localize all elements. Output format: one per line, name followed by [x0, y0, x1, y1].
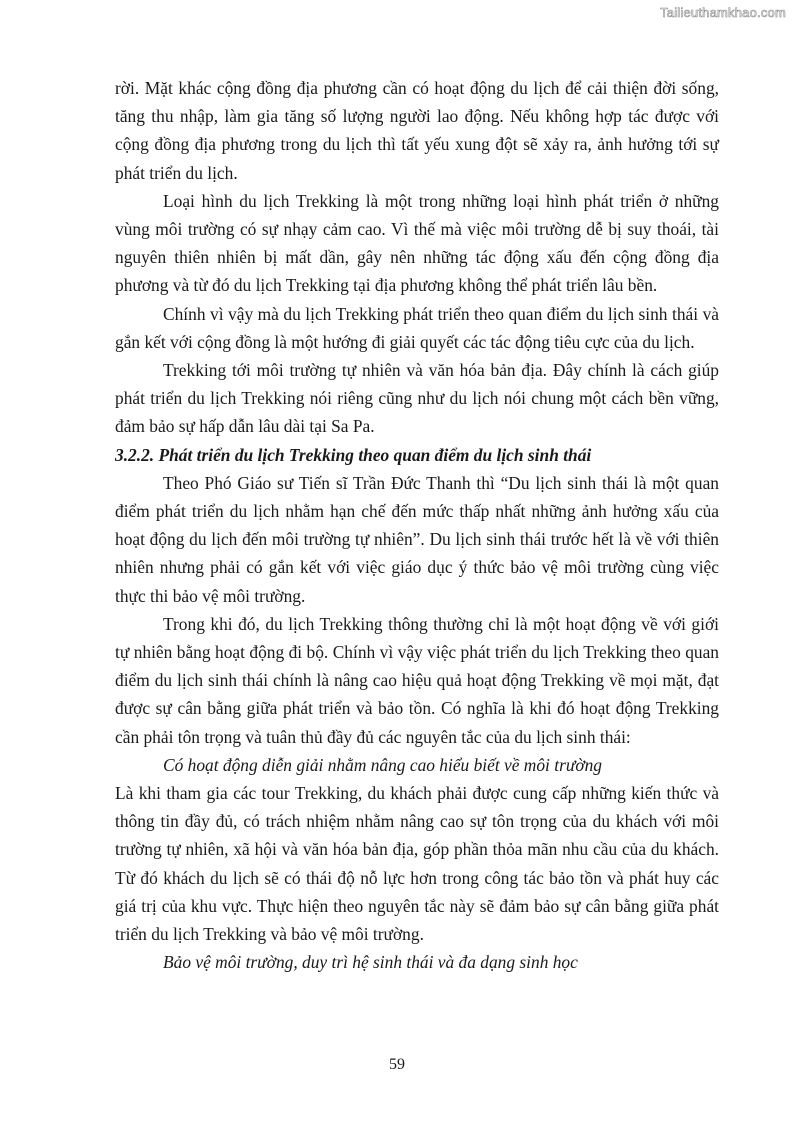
paragraph-4: Trekking tới môi trường tự nhiên và văn hóa bản địa. Đây chính là cách giúp phát triển du lịch Trekking nói riêng cũng như du lịch nói chung một cách bền vững, đảm bảo sự hấp dẫn lâu dài tại Sa Pa. [115, 360, 719, 437]
paragraph-3: Chính vì vậy mà du lịch Trekking phát triển theo quan điểm du lịch sinh thái và gắn kết với cộng đồng là một hướng đi giải quyết các tác động tiêu cực của du lịch. [115, 303, 719, 352]
paragraph-7: Là khi tham gia các tour Trekking, du khách phải được cung cấp những kiến thức và thông tin đầy đủ, có trách nhiệm nhằm nâng cao sự tôn trọng của du khách với môi trường tự nhiên, xã hội và văn hóa bản địa, góp phần thỏa mãn nhu cầu của du khách. Từ đó khách du lịch sẽ có thái độ nỗ lực hơn trong công tác bảo tồn và phát huy các giá trị của khu vực. Thực hiện theo nguyên tắc này sẽ đảm bảo sự cân bằng giữa phát triển du lịch Trekking và bảo vệ môi trường. [115, 783, 719, 945]
page-number: 59 [389, 1056, 405, 1073]
principle-heading-1: Có hoạt động diễn giải nhằm nâng cao hiểu biết về môi trường [163, 754, 602, 775]
page-body [115, 74, 719, 977]
paragraph-5: Theo Phó Giáo sư Tiến sĩ Trần Đức Thanh thì “Du lịch sinh thái là một quan điểm phát triển du lịch nhằm hạn chế đến mức thấp nhất những ảnh hưởng xấu của hoạt động du lịch đến môi trường tự nhiên”. Du lịch sinh thái trước hết là về với thiên nhiên nhưng phải có gắn kết với việc giáo dục ý thức bảo vệ môi trường cùng việc thực thi bảo vệ môi trường. [115, 472, 719, 606]
watermark-text: Tailieuthamkhao.com [660, 5, 786, 20]
paragraph-1: rời. Mặt khác cộng đồng địa phương cần có hoạt động du lịch để cải thiện đời sống, tăng thu nhập, làm gia tăng số lượng người lao động. Nếu không hợp tác được với cộng đồng địa phương trong du lịch thì tất yếu xung đột sẽ xảy ra, ảnh hưởng tới sự phát triển du lịch. [115, 78, 719, 183]
principle-heading-2: Bảo vệ môi trường, duy trì hệ sinh thái và đa dạng sinh học [163, 952, 578, 973]
section-heading: 3.2.2. Phát triển du lịch Trekking theo quan điểm du lịch sinh thái [115, 444, 592, 465]
paragraph-2: Loại hình du lịch Trekking là một trong những loại hình phát triển ở những vùng môi trường có sự nhạy cảm cao. Vì thế mà việc môi trường dễ bị suy thoái, tài nguyên thiên nhiên bị mất dần, gây nên những tác động xấu đến cộng đồng địa phương và từ đó du lịch Trekking tại địa phương không thể phát triển lâu bền. [115, 190, 719, 296]
paragraph-6: Trong khi đó, du lịch Trekking thông thường chỉ là một hoạt động về với giới tự nhiên bằng hoạt động đi bộ. Chính vì vậy việc phát triển du lịch Trekking theo quan điểm du lịch sinh thái chính là nâng cao hiệu quả hoạt động Trekking về mọi mặt, đạt được sự cân bằng giữa phát triển và bảo tồn. Có nghĩa là khi đó hoạt động Trekking cần phải tôn trọng và tuân thủ đầy đủ các nguyên tắc của du lịch sinh thái: [115, 613, 719, 747]
